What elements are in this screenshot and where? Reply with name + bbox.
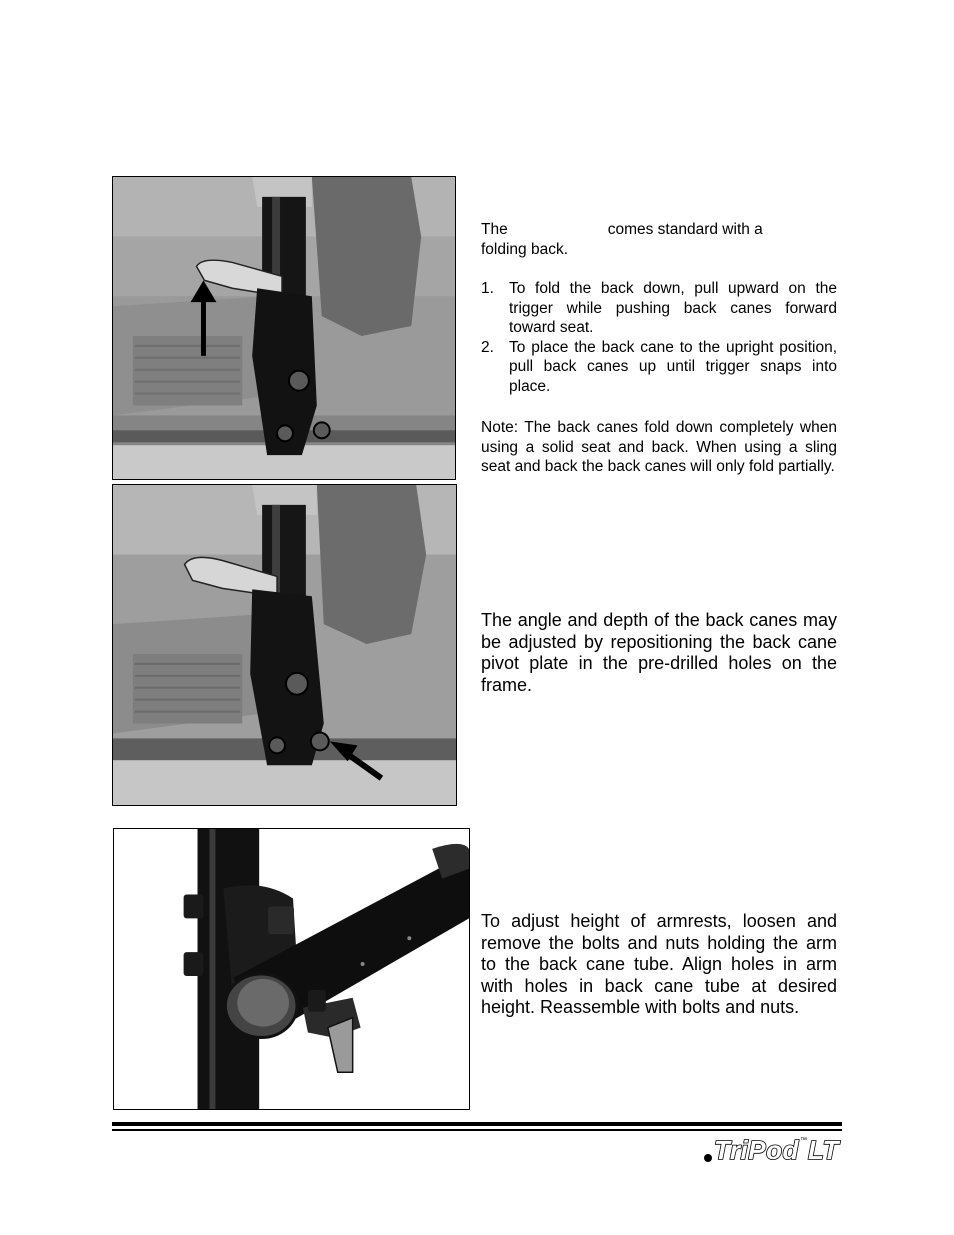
tripod-lt-logo [700,1132,844,1166]
back-cane-pivot-plate-photo [112,484,457,806]
step-number: 2. [481,338,494,356]
list-item [481,279,837,338]
armrest-height-text: To adjust height of armrests, loosen and remove the bolts and nuts holding the arm to the back cane tube. Align holes in arm with holes in back cane tube at desired height. Reassemble with bolts and nuts. [481,911,837,1018]
list-item [481,338,837,397]
step-text: To place the back cane to the upright position, pull back canes up until trigger snaps into place. [509,338,837,395]
fold-steps-list [481,279,837,396]
logo-name: TriPod [714,1135,799,1165]
step-text: To fold the back down, pull upward on the trigger while pushing back canes forward toward seat. [509,280,837,336]
intro-prefix: The [481,221,508,238]
armrest-bracket-illustration [113,828,470,1110]
note-text: Note: The back canes fold down completely when using a solid seat and back. When using a sling seat and back the back canes will only fold partially. [481,419,837,475]
intro-line2: folding back. [481,240,569,258]
logo-suffix: LT [808,1135,839,1165]
pivot-plate-text: The angle and depth of the back canes may be adjusted by repositioning the back cane pivot plate in the pre-drilled holes on the frame. [481,610,837,695]
footer-rule-thin [112,1129,842,1131]
footer-rule-thick [112,1122,842,1126]
step-number: 1. [481,280,494,297]
logo-tm: ™ [800,1137,807,1144]
intro-text [481,220,837,259]
intro-suffix: comes standard with a [607,221,763,238]
back-cane-trigger-photo [112,176,456,480]
